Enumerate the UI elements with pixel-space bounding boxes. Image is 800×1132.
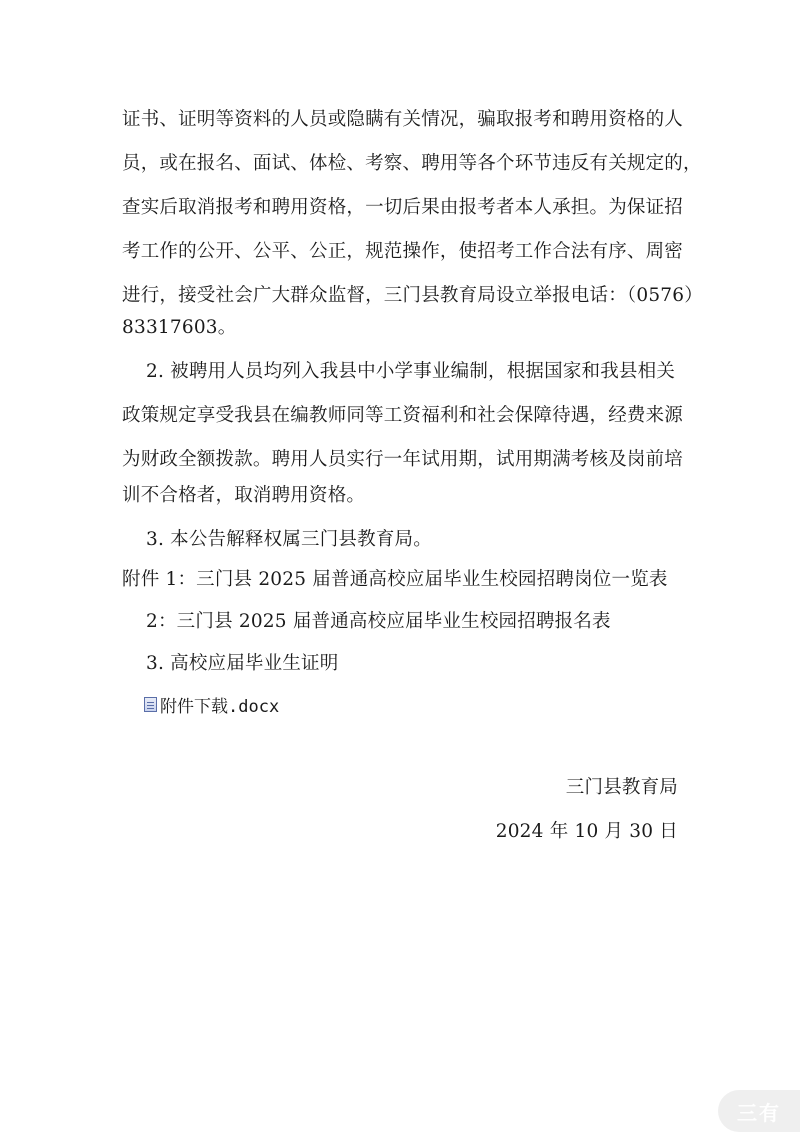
attachment-download[interactable] [144, 692, 279, 716]
body-line-6: 83317603。 [122, 317, 237, 338]
item-2-line-4: 训不合格者，取消聘用资格。 [122, 485, 366, 506]
attachment-download-link[interactable]: 附件下载.docx [160, 696, 280, 717]
watermark-badge [718, 1090, 800, 1132]
attachment-list-3: 3. 高校应届毕业生证明 [146, 653, 339, 674]
item-2-line-1: 2. 被聘用人员均列入我县中小学事业编制，根据国家和我县相关 [146, 361, 676, 382]
attachment-list-1: 附件 1：三门县 2025 届普通高校应届毕业生校园招聘岗位一览表 [122, 569, 668, 590]
item-2-line-3: 为财政全额拨款。聘用人员实行一年试用期，试用期满考核及岗前培 [122, 449, 684, 470]
attachment-list-2: 2：三门县 2025 届普通高校应届毕业生校园招聘报名表 [146, 611, 611, 632]
body-line-1: 证书、证明等资料的人员或隐瞒有关情况，骗取报考和聘用资格的人 [122, 109, 684, 130]
docx-file-icon [144, 697, 157, 712]
body-line-3: 查实后取消报考和聘用资格，一切后果由报考者本人承担。为保证招 [122, 197, 684, 218]
signature-date: 2024 年 10 月 30 日 [495, 821, 678, 842]
signature-organization: 三门县教育局 [565, 777, 678, 798]
body-line-2: 员，或在报名、面试、体检、考察、聘用等各个环节违反有关规定的， [122, 153, 702, 174]
item-3-line: 3. 本公告解释权属三门县教育局。 [146, 529, 432, 550]
watermark-text: 三有 [737, 1100, 781, 1125]
body-line-4: 考工作的公开、公平、公正，规范操作，使招考工作合法有序、周密 [122, 241, 684, 262]
body-line-5: 进行，接受社会广大群众监督，三门县教育局设立举报电话：（0576） [122, 285, 703, 306]
item-2-line-2: 政策规定享受我县在编教师同等工资福利和社会保障待遇，经费来源 [122, 405, 684, 426]
